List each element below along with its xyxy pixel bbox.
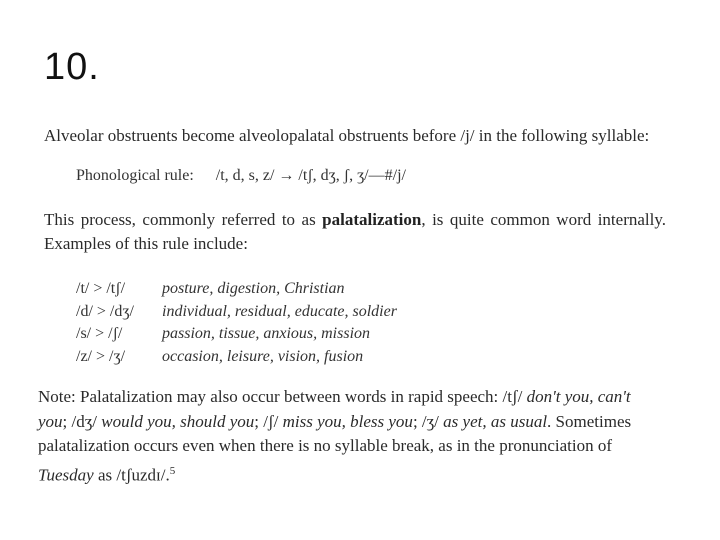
palatalization-paragraph <box>44 208 666 256</box>
footnote-marker: 5 <box>169 464 176 477</box>
example-row <box>76 323 397 346</box>
intro-sentence: Alveolar obstruents become alveolopalatal obstruents before /j/ in the following syllable: <box>44 126 650 145</box>
example-row <box>76 301 397 324</box>
paragraph-text-before: This process, commonly referred to as <box>44 210 323 229</box>
note-example: miss you, bless you <box>282 411 413 431</box>
note-text: ; /ʒ/ <box>412 411 444 431</box>
note-example: as yet, as usual <box>443 411 548 431</box>
note-text: ; /dʒ/ <box>62 411 102 431</box>
note-example: don't you, can't you <box>38 387 631 431</box>
note-example: would you, should you <box>101 411 255 431</box>
example-words: occasion, leisure, vision, fusion <box>162 347 364 365</box>
note-example: Tuesday <box>38 465 94 485</box>
note-text: as /tʃuzdɪ/. <box>93 465 170 485</box>
term-palatalization: palatalization <box>322 210 422 229</box>
example-words: posture, digestion, Christian <box>162 280 345 297</box>
note-text: ; /ʃ/ <box>254 411 283 431</box>
note-text: Note: Palatalization may also occur between words in rapid speech: /tʃ/ <box>38 387 527 406</box>
example-words: passion, tissue, anxious, mission <box>162 325 371 342</box>
paragraph-text-after: , is quite common word internally. Examples of this rule include: <box>44 210 666 253</box>
examples-list <box>76 278 397 368</box>
note-text: . Sometimes palatalization occurs even when there is no syllable break, as in the pronunciation of <box>38 411 632 455</box>
example-row <box>76 278 397 301</box>
note-paragraph <box>38 385 662 488</box>
example-rule: /s/ > /ʃ/ <box>76 325 123 342</box>
rule-label: Phonological rule: <box>76 167 194 184</box>
example-row <box>76 346 397 369</box>
slide-title: 10. <box>44 46 100 88</box>
example-rule: /t/ > /tʃ/ <box>76 280 126 297</box>
phonological-rule <box>76 167 406 185</box>
example-rule: /z/ > /ʒ/ <box>76 347 126 365</box>
rule-formula: /t, d, s, z/ → /tʃ, dʒ, ʃ, ʒ/—#/j/ <box>215 167 406 184</box>
example-rule: /d/ > /dʒ/ <box>76 302 134 320</box>
example-words: individual, residual, educate, soldier <box>162 302 397 320</box>
